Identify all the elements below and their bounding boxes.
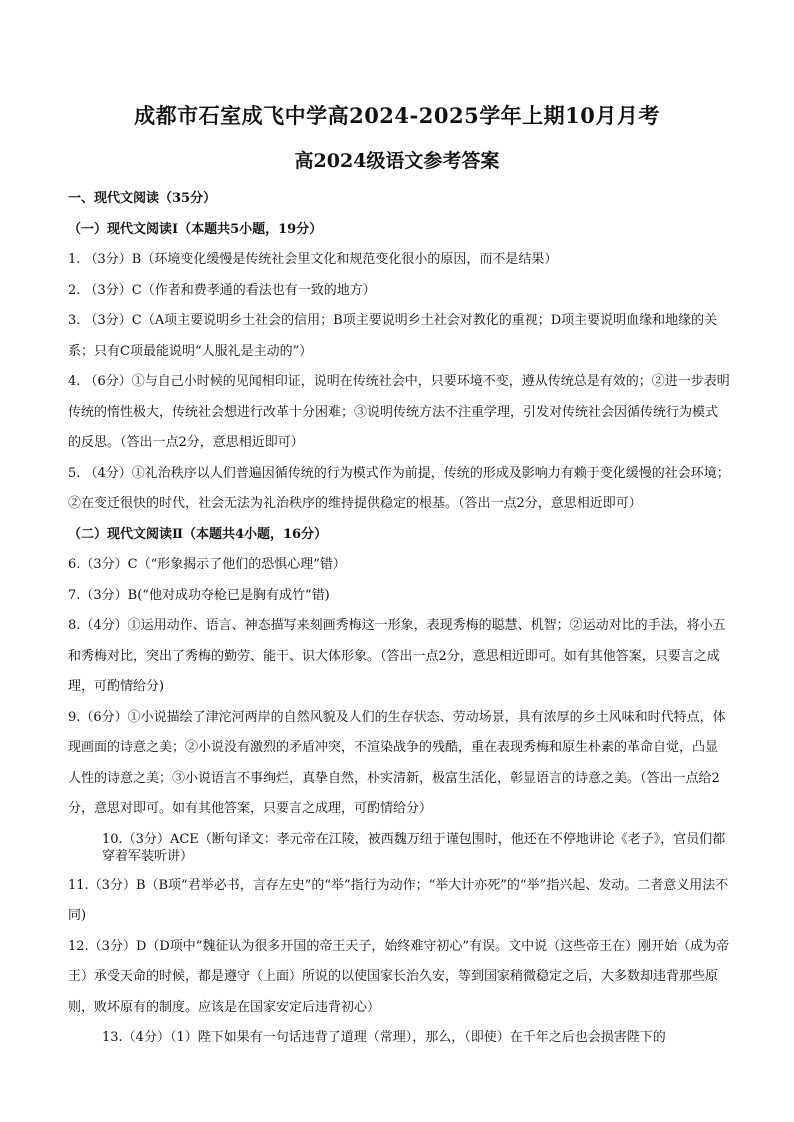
subsection-heading: （一）现代文阅读Ⅰ（本题共5小题，19分） [68,221,323,237]
page-subtitle: 高2024级语文参考答案 [294,150,500,172]
answer-item: 6.（3分）C（“形象揭示了他们的恐惧心理”错） [68,557,346,572]
answer-item: 2. （3分）C（作者和费孝通的看法也有一致的地方） [68,282,376,298]
subsection-heading: （二）现代文阅读Ⅱ（本题共4小题，16分） [68,526,328,542]
answer-item: 1. （3分）B（环境变化缓慢是传统社会里文化和规范变化很小的原因，而不是结果） [68,252,558,267]
answer-body [68,184,730,1054]
answer-item: 10.（3分）ACE（断句译文：孝元帝在江陵，被西魏万纽于谨包围时，他还在不停地讲论《老子》，官员们都穿着军装听讲） [102,831,726,864]
page-title: 成都市石室成飞中学高2024-2025学年上期10月月考 [134,103,660,128]
answer-item: 4. （6分）①与自己小时候的见闻相印证，说明在传统社会中，只要环境不变，遵从传统总是有效的；②进一步表明传统的惰性极大，传统社会想进行改革十分困难；③说明传统方法不注重学理，引发对传统社会因循传统行为模式的反思。（答出一点2分，意思相近即可） [68,374,730,450]
answer-item: 7.（3分）B(“他对成功夺枪已是胸有成竹”错) [68,587,330,603]
answer-item: 8.（4分）①运用动作、语言、神态描写来刻画秀梅这一形象，表现秀梅的聪慧、机智；②运动对比的手法，将小五和秀梅对比，突出了秀梅的勤劳、能干、识大体形象。（答出一点2分，意思相近即可。如有其他答案，只要言之成理，可酌情给分) [68,618,726,694]
answer-item: 5. （4分）①礼治秩序以人们普遍因循传统的行为模式作为前提，传统的形成及影响力有赖于变化缓慢的社会环境；②在变迁很快的时代，社会无法为礼治秩序的维持提供稳定的根基。（答出一点2分，意思相近即可） [68,465,730,511]
answer-item: 3. （3分）C（A项主要说明乡土社会的信用；B项主要说明乡土社会对教化的重视；D项主要说明血缘和地缘的关系；只有C项最能说明“人服礼是主动的”） [68,313,718,359]
answer-item: 12.（3分）D（D项中“魏征认为很多开国的帝王天子，始终难守初心”有误。文中说（这些帝王在）刚开始（成为帝王）承受天命的时候，都是遵守（上面）所说的以使国家长治久安，等到国家稍微稳定之后，大多数却违背那些原则，败坏原有的制度。应该是在国家安定后违背初心） [68,938,730,1015]
answer-item: 13.（4分）（1）陛下如果有一句话违背了道理（常理），那么，（即使）在千年之后也会损害陛下的 [102,1030,666,1045]
answer-item: 9.（6分）①小说描绘了津沱河两岸的自然风貌及人们的生存状态、劳动场景，具有浓厚的乡土风味和时代特点，体现画面的诗意之美；②小说没有激烈的矛盾冲突，不渲染战争的残酷，重在表现秀梅和原生朴素的革命自觉，凸显人性的诗意之美；③小说语言不事绚烂，真挚自然，朴实清新，极富生活化，彰显语言的诗意之美。（答出一点给2分，意思对即可。如有其他答案，只要言之成理，可酌情给分） [68,709,726,816]
answer-item: 11.（3分）B（B项“君举必书，言存左史”的“举”指行为动作；“举大计亦死”的“举”指兴起、发动。二者意义用法不同) [68,877,729,923]
section-heading: 一、现代文阅读（35分） [68,191,217,206]
